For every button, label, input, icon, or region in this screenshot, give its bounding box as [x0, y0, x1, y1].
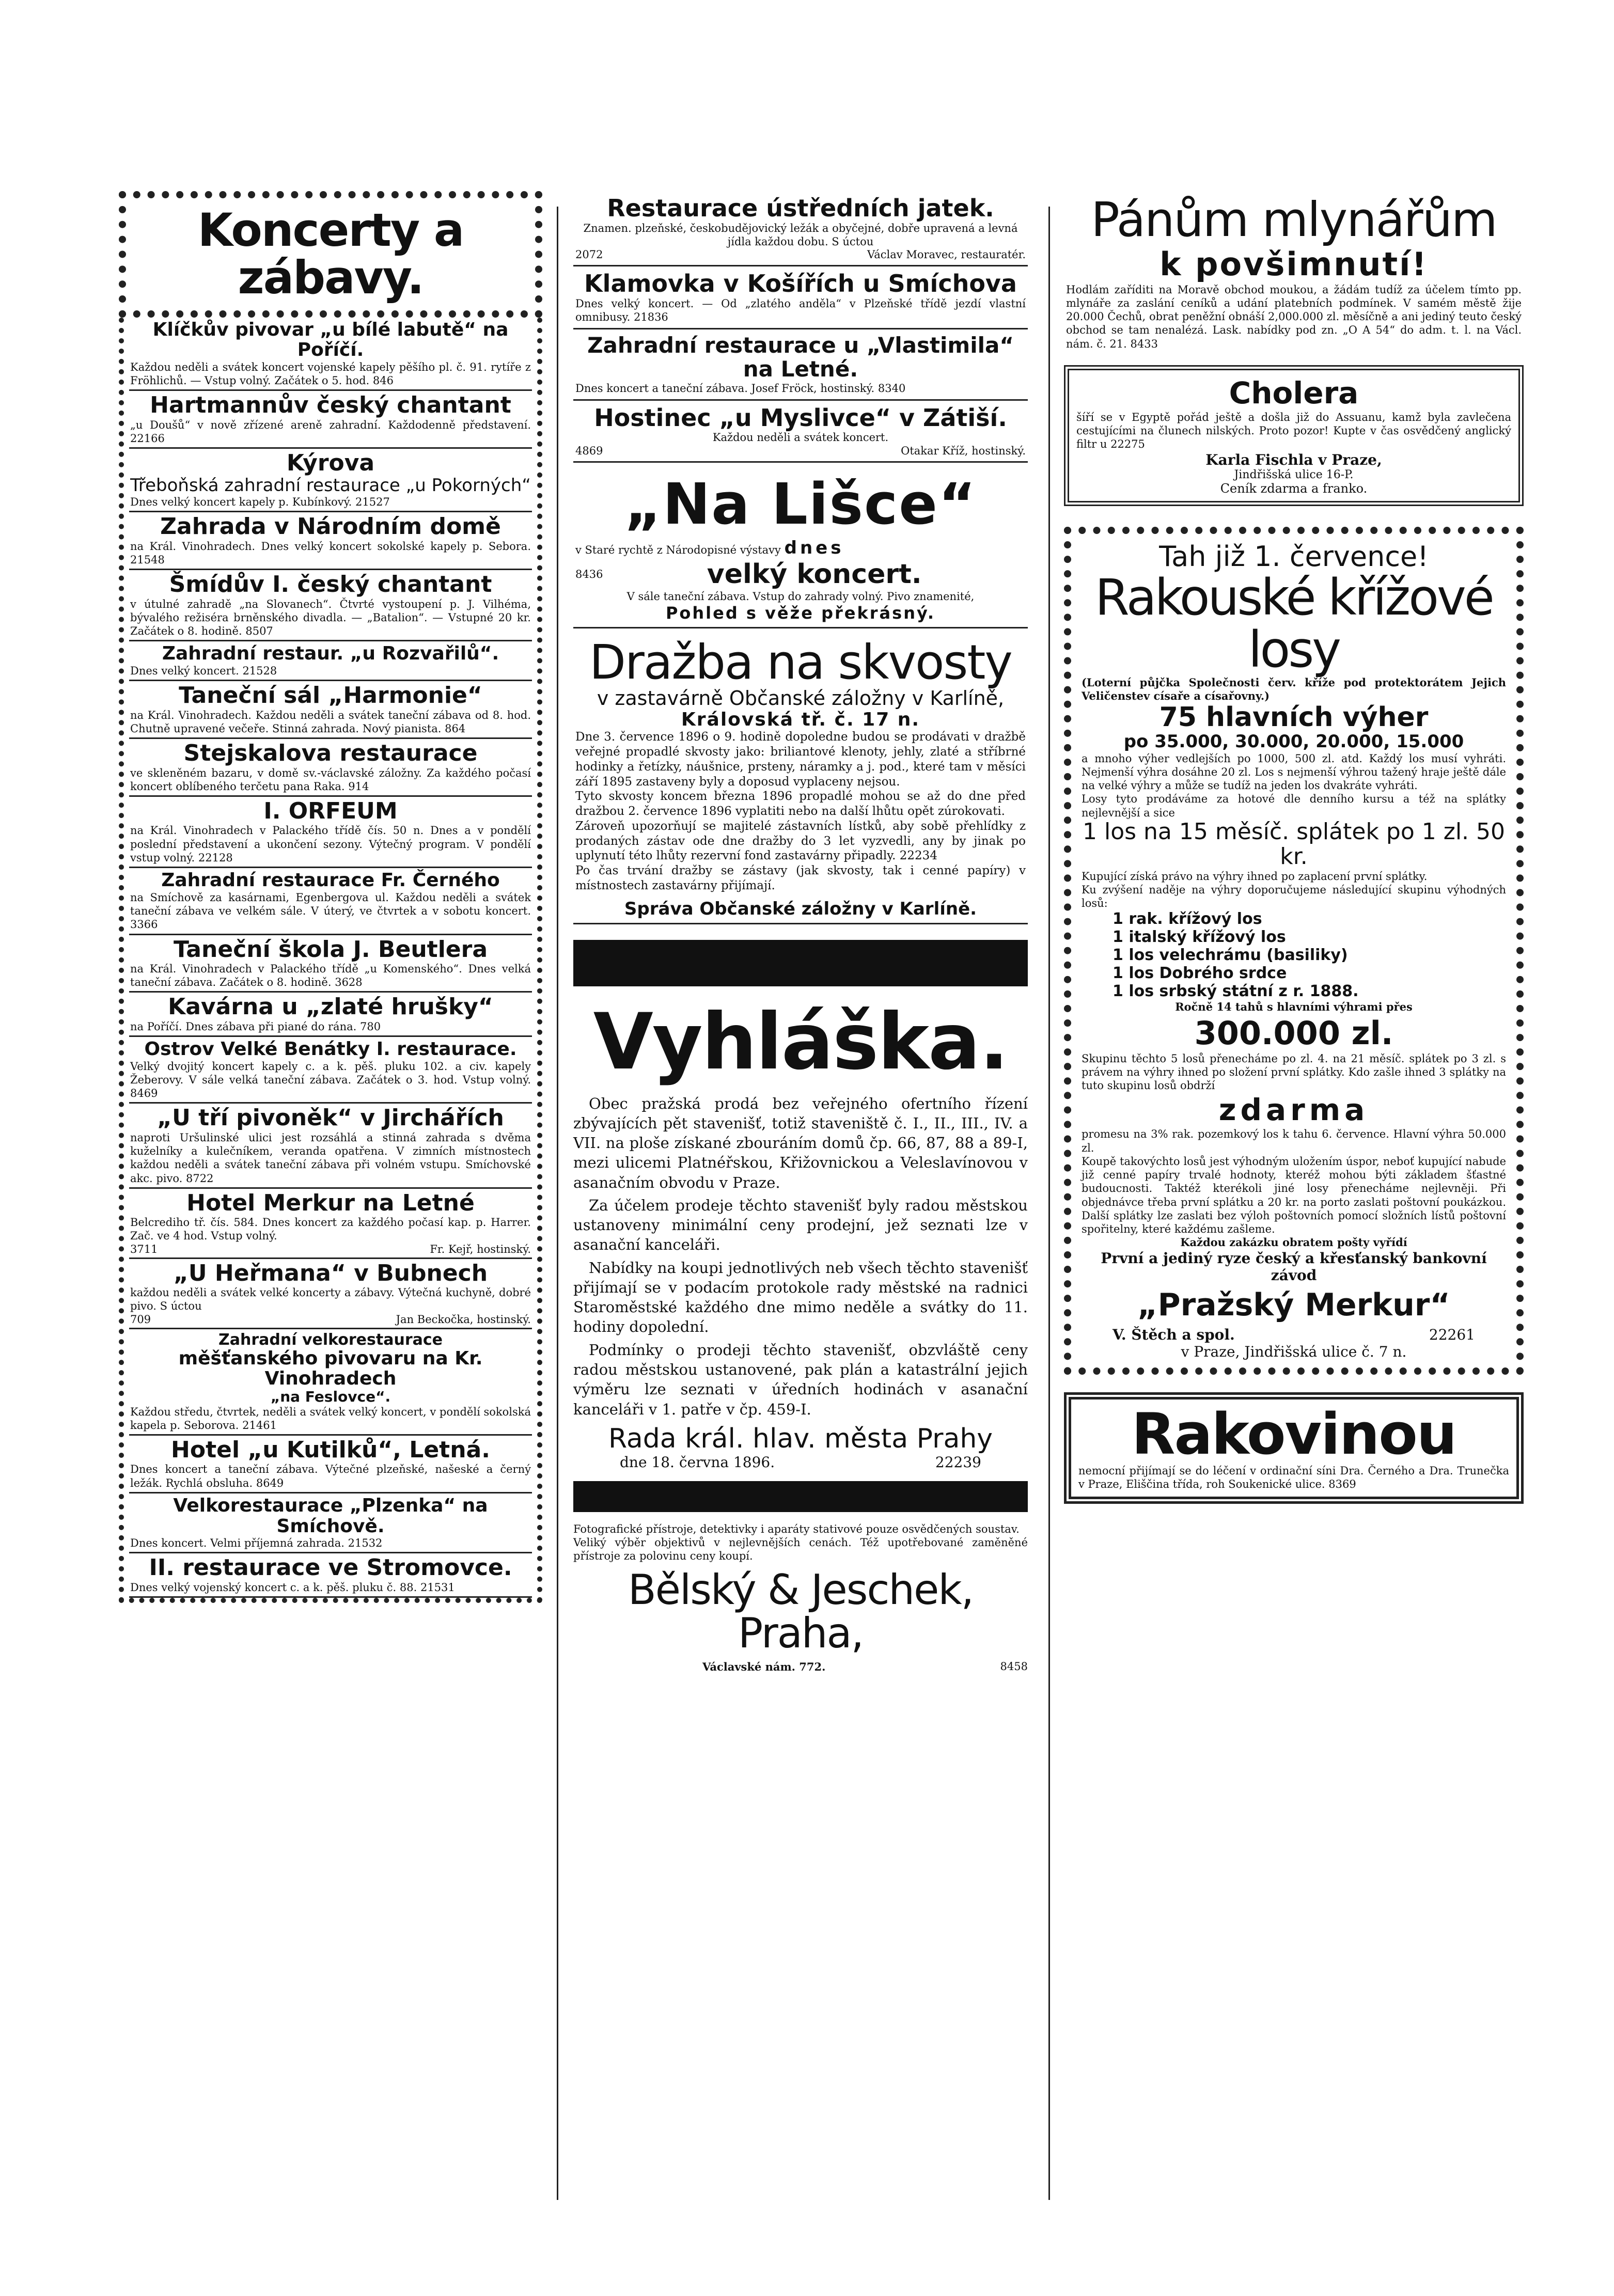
ad-emphasis: 300.000 zl.: [1194, 1014, 1393, 1052]
ad-number: 21531: [420, 1581, 455, 1594]
ad-emphasis: zdarma: [1218, 1092, 1369, 1128]
ad-text: na Smíchově za kasárnami, Egenbergova ul. Každou neděli a svátek taneční zábava ve velkém sále. V úterý, ve čtvrtek a v sobotu koncert.: [130, 891, 531, 918]
ad-title: Hostinec „u Myslivce“ v Zátiší.: [594, 403, 1007, 432]
lot-list: [1082, 910, 1506, 1000]
ad-number: 709: [130, 1313, 151, 1326]
ad-title: Kýrova: [286, 450, 375, 477]
ad-number: 22275: [1110, 438, 1145, 451]
column-middle: [573, 191, 1028, 1673]
ad-text: Hodlám zaříditi na Moravě obchod moukou, a žádám tudíž za účelem tímto pp. mlynáře za zaslání ceníků a udání platebních podmínek. V samém městě žije 20.000 Čechů, obrat peněžní obnáší 2,000.000 zl. měsíčně a ani jediný teuto český obchod se tam nenalézá. Lask. nabídky pod zn. „O A 54“ do adm. t. l. na Václ. nám. č. 21.: [1066, 283, 1522, 350]
ad-title: Zahradní restaurace u „Vlastimila“ na Letné.: [587, 333, 1014, 382]
ad-title: Hotel Merkur na Letné: [186, 1189, 475, 1216]
column-rule: [1048, 207, 1050, 2200]
ad-number: 8433: [1130, 337, 1158, 350]
ad-number: 21461: [242, 1419, 277, 1432]
column-rule: [557, 207, 558, 2200]
ad-na-lisce: [573, 463, 1028, 629]
concert-ad: [129, 739, 532, 797]
ad-title: II. restaurace ve Stromovce.: [149, 1554, 512, 1581]
ad-text: Kupující získá právo na výhry ihned po zaplacení první splátky.: [1082, 870, 1428, 883]
column-right: [1064, 191, 1524, 1504]
ad-title: Taneční sál „Harmonie“: [179, 682, 482, 709]
ad-text: Belcrediho tř. čís. 584. Dnes koncert za každého počasí kap. p. Harrer. Zač. ve 4 hod. Vstup volný.: [130, 1216, 531, 1243]
ad-number: 22261: [1429, 1326, 1475, 1343]
ad-text: na Král. Vinohradech. Dnes velký koncert sokolské kapely p. Sebora.: [130, 540, 531, 553]
ad-text: Ročně 14 tahů s hlavními výhrami přes: [1175, 1000, 1413, 1014]
ad-title: Hartmannův český chantant: [150, 392, 511, 419]
ad-text: šíří se v Egyptě pořád ještě a došla již do Assuanu, kamž byla zavlečena cestujícími na člunech nilských. Proto pozor! Kupte v čas osvědčený anglický filtr u: [1076, 411, 1511, 451]
concert-ad: [129, 1553, 532, 1598]
lot-item: 1 los srbský státní z r. 1888.: [1112, 982, 1359, 1001]
concert-ad: [129, 318, 532, 391]
ad-text: Dnes velký vojenský koncert c. a k. pěš. pluku č. 88.: [130, 1581, 417, 1594]
ad-number: 2072: [575, 248, 603, 261]
ad-text: Podmínky o prodeji těchto stavenišť, obzvláště ceny radou městskou ustanovené, pak plán a katastrální jejich výměru lze seznati v úředních hodinách v asanační kanceláři v 1. patře v čp. 459-I.: [573, 1341, 1028, 1418]
ad-jatek: [573, 191, 1028, 266]
black-rule: [573, 940, 1028, 986]
concert-ad: [129, 641, 532, 681]
ad-number: 3628: [335, 976, 363, 989]
ad-name: „Pražský Merkur“: [1137, 1286, 1450, 1323]
ad-number: 914: [348, 780, 369, 793]
ad-text: Veliký výběr objektivů v nejlevnějších cenách. Též upotřebované zaměněné přístroje za polovinu ceny koupí.: [573, 1536, 1028, 1563]
ad-title: Zahradní restaur. „u Rozvařilů“.: [162, 643, 499, 665]
ad-firm: V. Štěch a spol.: [1112, 1326, 1235, 1343]
ad-subtitle: k povšimnutí!: [1159, 245, 1428, 283]
ad-text: ve skleněném bazaru, v domě sv.-václavské záložny. Za každého počasí koncert oblíbeného terčetu pana Raka.: [130, 766, 531, 793]
concert-ad: [129, 797, 532, 868]
concert-ad: [129, 993, 532, 1037]
ad-subtitle: Královská tř. č. 17 n.: [681, 709, 920, 730]
ad-number: 3366: [130, 918, 158, 931]
ad-text: Po čas trvání dražby se zástavy (jak skvosty, tak i cenné papíry) v místnostech zastavárny přijímají.: [575, 864, 1026, 892]
concert-ad: [129, 1493, 532, 1553]
ad-title: Klíčkův pivovar „u bílé labutě“ na Poříčí.: [152, 319, 509, 361]
ad-text: Ceník zdarma a franko.: [1220, 481, 1368, 496]
ad-emphasis: 1 los na 15 měsíč. splátek po 1 zl. 50 kr.: [1082, 818, 1506, 870]
ad-title: Dražba na skvosty: [589, 635, 1012, 690]
concert-ad: [129, 570, 532, 641]
ad-text: Losy tyto prodáváme za hotové dle denního kursu a též na splátky nejlevnější a sice: [1082, 793, 1506, 819]
ad-losy: [1064, 527, 1524, 1375]
ad-number: 21532: [348, 1537, 383, 1550]
ad-signature: Otakar Kříž, hostinský.: [901, 444, 1026, 457]
ad-text: na Král. Vinohradech v Palackého třídě čís. 50 n. Dnes a v pondělí poslední představení a ukončení sezony. Výtečný program. V pondělí vstup volný.: [130, 824, 531, 864]
ad-title: Klamovka v Košířích u Smíchova: [584, 270, 1017, 298]
concert-ad: [129, 1037, 532, 1104]
ad-signature: Rada král. hlav. města Prahy: [608, 1423, 993, 1454]
ad-signature: Jan Beckočka, hostinský.: [396, 1313, 531, 1326]
concert-ad: [129, 681, 532, 739]
ad-title: Hotel „u Kutilků“, Letná.: [171, 1437, 490, 1464]
concert-ad: [129, 1436, 532, 1493]
black-rule: [573, 1481, 1028, 1512]
ad-text: nemocní přijímají se do léčení v ordinační síni Dra. Černého a Dra. Trunečka v Praze, Eliščina třída, roh Soukenické ulice.: [1078, 1465, 1509, 1491]
ad-text: Za účelem prodeje těchto stavenišť byly radou městskou ustanoveny minimální ceny prodejní, jež seznati lze v asanační kanceláři.: [573, 1196, 1028, 1254]
ad-subtitle: (Loterní půjčka Společnosti červ. kříže pod protektorátem Jejich Veličenstev císaře a císařovny.): [1082, 675, 1506, 702]
ad-title: Bělský & Jeschek, Praha,: [628, 1565, 974, 1657]
ad-emphasis: dnes: [784, 537, 844, 558]
ad-title: Pánům mlynářům: [1091, 192, 1497, 247]
concert-ad: [129, 1104, 532, 1188]
ad-title: Ostrov Velké Benátky I. restaurace.: [144, 1039, 517, 1060]
ad-number: 864: [445, 722, 466, 735]
ad-number: 21528: [242, 665, 277, 678]
ad-number: 22234: [899, 849, 937, 863]
ad-signature: Václav Moravec, restauratér.: [867, 248, 1026, 261]
ad-text: naproti Uršulinské ulici jest rozsáhlá a stinná zahrada s dvěma kuželníky a kulečníkem, veranda opatřena. V zimních místnostech každou neděli a svátek taneční zábava při volném vstupu. Smíchovské akc. pivo.: [130, 1131, 531, 1185]
ad-number: 3711: [130, 1243, 158, 1255]
lot-item: 1 rak. křížový los: [1112, 910, 1262, 929]
concert-list: [119, 318, 542, 1603]
ad-text: Každou neděli a svátek koncert.: [712, 431, 889, 444]
lot-item: 1 los velechrámu (basiliky): [1112, 946, 1348, 965]
ad-title: Restaurace ústředních jatek.: [607, 194, 994, 222]
ad-text: na Poříčí. Dnes zábava při piané do rána.: [130, 1020, 357, 1033]
concert-ad: [129, 391, 532, 449]
ad-text: Dnes velký koncert kapely p. Kubínkový.: [130, 496, 352, 509]
section-heading: Koncerty a zábavy.: [197, 203, 464, 305]
ad-number: 22239: [935, 1453, 981, 1471]
ad-vyhlaska: [573, 997, 1028, 1471]
concert-ad: [129, 512, 532, 570]
ad-text: Tyto skvosty koncem března 1896 propadlé mohou se až do dne před dražbou 2. července 1896 vyplatiti nebo na další lhůtu opět zúrokovati.: [575, 790, 1026, 819]
ad-text: v útulné zahradě „na Slovanech“. Čtvrté vystoupení p. J. Vilhéma, bývalého režiséra brněnského divadla. — „Batalion“. — Vstupné 20 kr. Začátek o 8. hodině.: [130, 597, 531, 638]
ad-number: 22166: [130, 432, 165, 445]
ad-number: 21548: [130, 554, 165, 567]
ad-text: na Král. Vinohradech. Každou neděli a svátek taneční zábava od 8. hod. Chutně upravené večeře. Stinná zahrada. Nový pianista.: [130, 709, 531, 735]
ad-title: Kavárna u „zlaté hrušky“: [168, 994, 493, 1020]
ad-text: Velký dvojitý koncert kapely c. a k. pěš. pluku 102. a civ. kapely Žeberovy. V sále velká taneční zábava. Začátek o 3. hod. Vstup volný.: [130, 1060, 531, 1086]
ad-rakovina: [1064, 1392, 1524, 1504]
ad-text: Nabídky na koupi jednotlivých neb všech těchto stavenišť přijímají se v podacím protokole rady městské na radnici Staroměstské každého dne mimo neděle a svátky do 11. hodiny dopolední.: [573, 1259, 1028, 1336]
ad-address: Jindřišská ulice 16-P.: [1234, 468, 1354, 481]
ad-title: Cholera: [1229, 375, 1359, 411]
ad-subtitle: v zastavárně Občanské záložny v Karlíně,: [597, 687, 1005, 710]
ad-pretitle: Zahradní velkorestaurace: [218, 1330, 443, 1349]
ad-text: Dnes koncert a taneční zábava. Výtečné plzeňské, našeské a černý ležák. Rychlá obsluha.: [130, 1463, 531, 1489]
ad-text: Dnes velký koncert. — Od „zlatého anděla“ v Plzeňské třídě jezdí vlastní omnibusy.: [575, 297, 1026, 323]
ad-subtitle: „na Feslovce“.: [270, 1388, 391, 1405]
ad-title: Šmídův I. český chantant: [169, 571, 492, 598]
ad-text: Obec pražská prodá bez veřejného ofertního řízení zbývajících pět stavenišť, totiž staveniště č. I., II., III., IV. a VII. na ploše získané zbouráním domů čp. 66, 87, 88 a 89-I, mezi ulicemi Platnéřskou, Křižovnickou a Veleslavínovou v asanačním obvodu v Praze.: [573, 1094, 1028, 1191]
ad-title: I. ORFEUM: [263, 798, 398, 825]
ad-signature: Správa Občanské záložny v Karlíně.: [624, 898, 977, 919]
ad-number: 8507: [245, 625, 273, 638]
ad-number: 8436: [575, 568, 603, 581]
ad-address: v Praze, Jindřišská ulice č. 7 n.: [1181, 1343, 1407, 1360]
ad-number: 8340: [877, 382, 906, 395]
concert-ad: [129, 868, 532, 935]
ad-text: Koupě takovýchto losů jest výhodným uložením úspor, neboť kupující nabude již cenné papíry trvalé hodnoty, kteréž mohou býti základem šťastné budoucnosti. Taktéž kterékoli jiné losy přenecháme nejlevněji. Při objednávce třeba první splátku a 20 kr. na porto zaslati poštovní poukázkou. Další splátky lze zaslati bez výloh poštovních pomocí složních lístů poštovní spořitelny, které každému zašleme.: [1082, 1155, 1506, 1236]
ad-text: Dnes koncert a taneční zábava. Josef Fröck, hostinský.: [575, 382, 875, 395]
ad-title: Zahradní restaurace Fr. Černého: [161, 870, 500, 891]
ad-myslivce: [573, 401, 1028, 463]
ad-title: „U Heřmana“ v Bubnech: [173, 1260, 488, 1286]
ad-text: Skupinu těchto 5 losů přenecháme po zl. 4. na 21 měsíč. splátek po 3 zl. s právem na výhry ihned po složení první splátky. Kdo zašle ihned 3 splátky na tuto skupinu losů obdrží: [1082, 1052, 1506, 1092]
ad-address: Václavské nám. 772.: [702, 1660, 826, 1673]
ad-signature: Fr. Kejř, hostinský.: [430, 1243, 531, 1255]
concert-ad: [129, 449, 532, 512]
concert-ad: [129, 1259, 532, 1329]
ad-title: Rakovinou: [1131, 1401, 1456, 1467]
ad-text: promesu na 3% rak. pozemkový los k tahu 6. července. Hlavní výhra 50.000 zl.: [1082, 1128, 1506, 1154]
ad-vlastimil: [573, 329, 1028, 401]
ad-subtitle: Třeboňská zahradní restaurace „u Pokorných“: [130, 475, 531, 496]
ad-number: 8458: [1000, 1660, 1028, 1673]
ad-number: 21836: [633, 310, 668, 323]
ad-drazba: [573, 628, 1028, 924]
ad-mlynari: [1064, 191, 1524, 355]
ad-emphasis: po 35.000, 30.000, 20.000, 15.000: [1123, 731, 1464, 752]
ad-text: Každou neděli a svátek koncert vojenské kapely pěšího pl. č. 91. rytíře z Fröhlichů. — Vstup volný. Začátek o 5. hod.: [130, 360, 531, 387]
ad-text: Dnes koncert. Velmi příjemná zahrada.: [130, 1537, 344, 1550]
ad-klamovka: [573, 266, 1028, 329]
ad-title: Tah již 1. července!: [1159, 540, 1429, 573]
newspaper-page: [119, 191, 1524, 2205]
ad-title: Vyhláška.: [593, 997, 1008, 1088]
ad-emphasis: velký koncert.: [707, 559, 922, 590]
ad-title: Zahrada v Národním domě: [160, 513, 501, 540]
ad-text: a mnoho výher vedlejších po 1000, 500 zl. atd. Každý los musí vyhráti. Nejmenší výhra dosáhne 20 zl. Los s nejmenší výhrou tažený hraje ještě dále na velké výhry a může se tudíž na jeden los dvakráte vyhráti.: [1082, 752, 1506, 792]
ad-text: Ku zvýšení naděje na výhry doporučujeme následující skupinu výhodných losů:: [1082, 883, 1506, 910]
ad-title: „Na Lišce“: [624, 470, 977, 537]
ad-number: 8649: [256, 1476, 284, 1489]
ad-title: Taneční škola J. Beutlera: [173, 936, 488, 963]
ad-emphasis: 75 hlavních výher: [1159, 702, 1429, 733]
ad-text: každou neděli a svátek velké koncerty a zábavy. Výtečná kuchyně, dobré pivo. S úctou: [130, 1286, 531, 1313]
ad-number: 8369: [1328, 1478, 1356, 1491]
ad-text: Znamen. plzeňské, českobudějovický ležák a obyčejné, dobře upravená a levná jídla každou dobu. S úctou: [583, 222, 1018, 248]
ad-text: Dne 3. července 1896 o 9. hodině dopoledne budou se prodávati v dražbě veřejné propadlé skvosty jako: briliantové klenoty, jehly, zlaté a stříbrné hodinky a řetízky, náušnice, prsteny, náramky a j. pod., které tam v měsíci září 1895 zastaveny byly a doposud vyplaceny nejsou.: [575, 730, 1026, 789]
ad-number: 4869: [575, 444, 603, 457]
ad-text: na Král. Vinohradech v Palackého třídě „u Komenského“. Dnes velká taneční zábava. Začátek o 8. hodině.: [130, 962, 531, 989]
ad-title: měšťanského pivovaru na Kr. Vinohradech: [178, 1347, 483, 1390]
ad-number: 8722: [186, 1172, 214, 1185]
concert-ad: [129, 935, 532, 993]
ad-text: Každou zakázku obratem pošty vyřídí: [1180, 1236, 1407, 1249]
ad-text: První a jediný ryze český a křesťanský bankovní závod: [1101, 1249, 1487, 1284]
ad-number: 22128: [198, 851, 233, 864]
ad-text: V sále taneční zábava. Vstup do zahrady volný. Pivo znamenité,: [626, 590, 975, 603]
ad-title: „U tří pivoněk“ v Jirchářích: [157, 1105, 504, 1131]
ad-text: Každou středu, čtvrtek, neděli a svátek velký koncert, v pondělí sokolská kapela p. Seborova.: [130, 1405, 531, 1432]
ad-number: 780: [359, 1020, 381, 1033]
ad-text: „u Doušů“ v nově zřízené areně zahradní. Každodenně představení.: [130, 418, 531, 431]
ad-number: 846: [372, 374, 394, 387]
ad-cholera: [1064, 365, 1524, 506]
ad-date: dne 18. června 1896.: [620, 1453, 775, 1471]
ad-name: Karla Fischla v Praze,: [1205, 451, 1382, 468]
ad-title: Stejskalova restaurace: [183, 740, 478, 767]
ad-text: v Staré rychtě z Národopisné výstavy: [575, 543, 781, 556]
ad-number: 8469: [130, 1087, 158, 1100]
ad-title: Velkorestaurace „Plzenka“ na Smíchově.: [173, 1495, 488, 1537]
ad-emphasis: Pohled s věže překrásný.: [665, 603, 936, 623]
lot-item: 1 los Dobrého srdce: [1112, 964, 1287, 983]
ad-text: Zároveň upozorňují se majitelé zástavních lístků, aby sobě přehlídky z prodaných zástav ode dne dražby do 3 let vyzvedli, any by jinak po uplynutí této lhůty rezervní fond zastavárny připadly.: [575, 819, 1026, 863]
concerts-frame: [119, 191, 542, 318]
lot-item: 1 italský křížový los: [1112, 928, 1286, 947]
ad-title: Rakouské křížové losy: [1095, 568, 1493, 679]
ad-text: Fotografické přístroje, detektivky i aparáty stativové pouze osvědčených soustav.: [573, 1522, 1020, 1535]
concert-ad: [129, 1329, 532, 1436]
ad-number: 21527: [355, 496, 390, 509]
column-concerts: [119, 191, 542, 1603]
ad-text: Dnes velký koncert.: [130, 665, 239, 678]
concert-ad: [129, 1189, 532, 1259]
ad-belsky: [573, 1522, 1028, 1673]
